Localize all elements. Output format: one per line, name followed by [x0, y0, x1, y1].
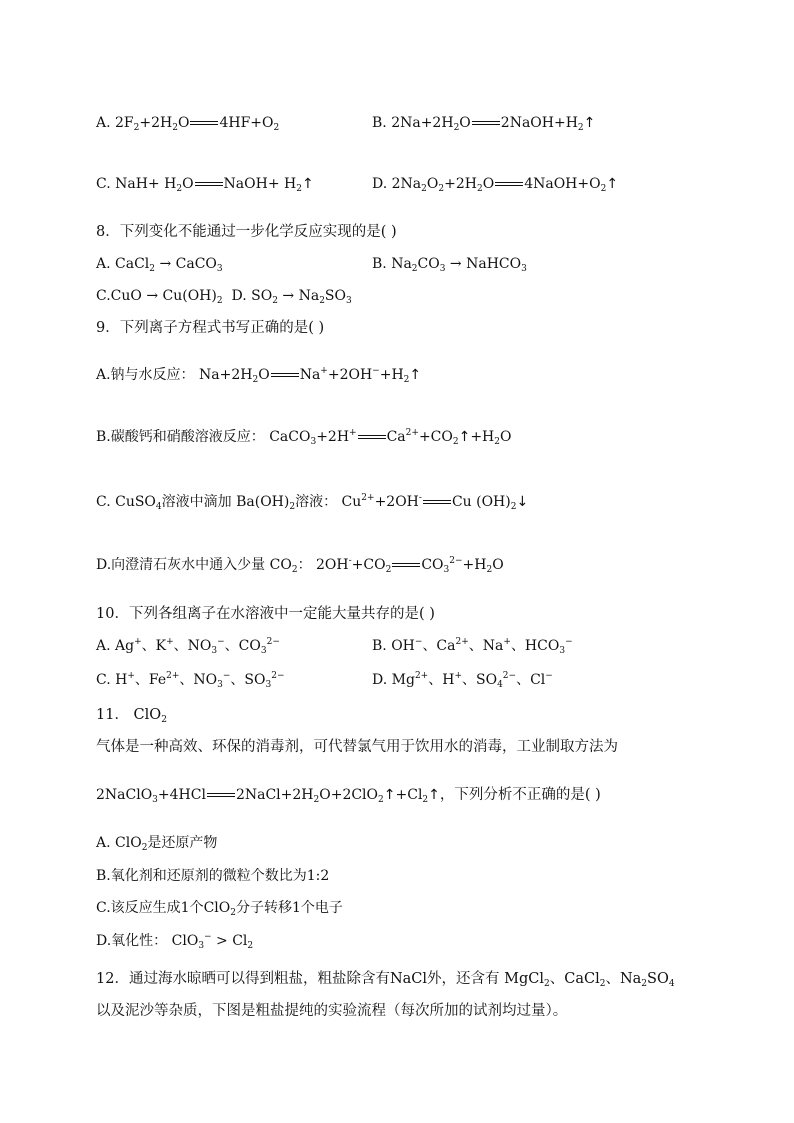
q9-b-text: B.碳酸钙和硝酸溶液反应： [96, 429, 265, 445]
q9-option-a: A.钠与水反应： $Na+2H_2O$ $Na^++2OH^-+H_2↑$ [96, 366, 422, 385]
q9-d-colon: ： [297, 557, 312, 573]
q10-b-label: B. [372, 638, 387, 654]
gas-arrow-icon: ↑ [409, 367, 422, 383]
q7-option-a: A. $2F_2+2H_2O$ $4HF+O_2$ [96, 115, 280, 133]
q7-b-label: B. [372, 115, 387, 131]
q7-option-b: B. $2Na+2H_2O$ $2NaOH+H_2↑$ [372, 115, 596, 133]
q11-option-d: D.氧化性： $ClO_3^- > Cl_2$ [96, 932, 254, 951]
q10-d-label: D. [372, 672, 388, 688]
q7-d-label: D. [372, 176, 388, 192]
q12-line2: 以及泥沙等杂质，下图是粗盐提纯的实验流程（每次所加的试剂均过量）。 [96, 1003, 568, 1019]
equals-sign [422, 497, 452, 507]
equals-sign [357, 432, 387, 442]
q12-line1: 12．通过海水晾晒可以得到粗盐，粗盐除含有NaCl外，还含有 MgCl$_2$、CaCl$_2$、$Na_2SO_4$ [96, 971, 675, 989]
q11-option-b: B.氧化剂和还原剂的微粒个数比为1:2 [96, 868, 330, 884]
equals-sign [494, 179, 524, 189]
q9-option-d: D.向澄清石灰水中通入少量 $CO_2$： $2OH^-+CO_2$ $CO_3^{2-}+H_2O$ [96, 556, 504, 575]
q8-d-label: D. [231, 288, 247, 304]
equals-sign [206, 790, 236, 800]
equals-sign [189, 118, 219, 128]
q10-stem: 10．下列各组离子在水溶液中一定能大量共存的是( ) [96, 606, 435, 622]
q9-option-b: B.碳酸钙和硝酸溶液反应： CaCO$_3$+2H+ $Ca^{2+}+CO_2↑+H_2O$ [96, 428, 512, 447]
q11-num: 11． [96, 707, 129, 723]
q11-option-a: A. ClO$_2$是还原产物 [96, 835, 218, 853]
q8-option-cd: $C.CuO \to Cu(OH)_2$ D. $SO_2 \to Na_2SO_3$ [96, 288, 352, 306]
q7-option-c: C. $NaH+ H_2O$ NaOH+ $H_2↑$ [96, 176, 314, 194]
q11-c-head: C.该反应生成1个 [96, 900, 204, 916]
q8-option-b: B. $Na_2CO_3$ → NaHCO$_3$ [372, 256, 527, 274]
q9-c-mid: 溶液中滴加 [161, 494, 232, 510]
q10-a-label: A. [96, 638, 111, 654]
q9-c-end: 溶液： [295, 494, 338, 510]
q7-a-label: A. [96, 115, 111, 131]
q9-a-text: A.钠与水反应： [96, 367, 195, 383]
equals-sign [194, 179, 224, 189]
q8-a-label: A. [96, 256, 111, 272]
gas-arrow-icon: ↑ [428, 787, 440, 803]
q9-d-text: D.向澄清石灰水中通入少量 [96, 557, 266, 573]
gas-arrow-icon: ↑ [301, 176, 314, 192]
q11-a-tail: 是还原产物 [147, 835, 218, 851]
q11-option-c: C.该反应生成1个ClO$_2$分子转移1个电子 [96, 900, 343, 918]
equals-sign [471, 118, 501, 128]
q9-option-c: C. CuSO$_4$溶液中滴加 $Ba(OH)_2$溶液： $Cu^{2+}+2OH^-$ Cu $(OH)_2↓$ [96, 493, 529, 512]
q8-option-a: A. CaCl$_2$ → CaCO$_3$ [96, 256, 223, 274]
equals-sign [270, 370, 300, 380]
q11-line1: 11． ClO$_2$ [96, 707, 167, 725]
q8-stem: 8．下列变化不能通过一步化学反应实现的是( ) [96, 224, 397, 240]
q11-d-head: D.氧化性： [96, 933, 168, 949]
q10-option-d: D. $Mg^{2+}$、H+、$SO_4^{2-}$、Cl− [372, 671, 553, 690]
q7-c-label: C. [96, 176, 111, 192]
q10-option-b: B. OH−、$Ca^{2+}$、Na+、$HCO_3^-$ [372, 637, 573, 656]
q7-option-d: D. $2Na_2O_2+2H_2O$ $4NaOH+O_2↑$ [372, 176, 619, 194]
q12-line1-head: 12．通过海水晾晒可以得到粗盐，粗盐除含有NaCl外，还含有 [96, 971, 500, 987]
q11-c-tail: 分子转移1个电子 [235, 900, 343, 916]
q10-c-label: C. [96, 672, 111, 688]
equals-sign [391, 560, 421, 570]
precipitate-arrow-icon: ↓ [516, 494, 529, 510]
gas-arrow-icon: ↑ [583, 115, 596, 131]
q8-c-label: C. [96, 288, 111, 304]
gas-arrow-icon: ↑ [458, 429, 471, 445]
q8-b-label: B. [372, 256, 387, 272]
q11-line3-tail: ，下列分析不正确的是( ) [439, 787, 601, 803]
q10-option-c: C. H+、$Fe^{2+}$、$NO_3^-$、$SO_3^{2-}$ [96, 671, 285, 690]
gas-arrow-icon: ↑ [383, 787, 396, 803]
q11-line2: 气体是一种高效、环保的消毒剂，可代替氯气用于饮用水的消毒，工业制取方法为 [96, 739, 618, 755]
q11-line3: 2NaClO$_3$+4HCl $2NaCl+2H_2O+2ClO_2↑+Cl_2↑$，下列分析不正确的是( ) [96, 787, 601, 805]
q10-option-a: A. Ag+、K+、$NO_3^-$、$CO_3^{2-}$ [96, 637, 280, 656]
gas-arrow-icon: ↑ [606, 176, 619, 192]
q9-stem: 9．下列离子方程式书写正确的是( ) [96, 320, 325, 336]
